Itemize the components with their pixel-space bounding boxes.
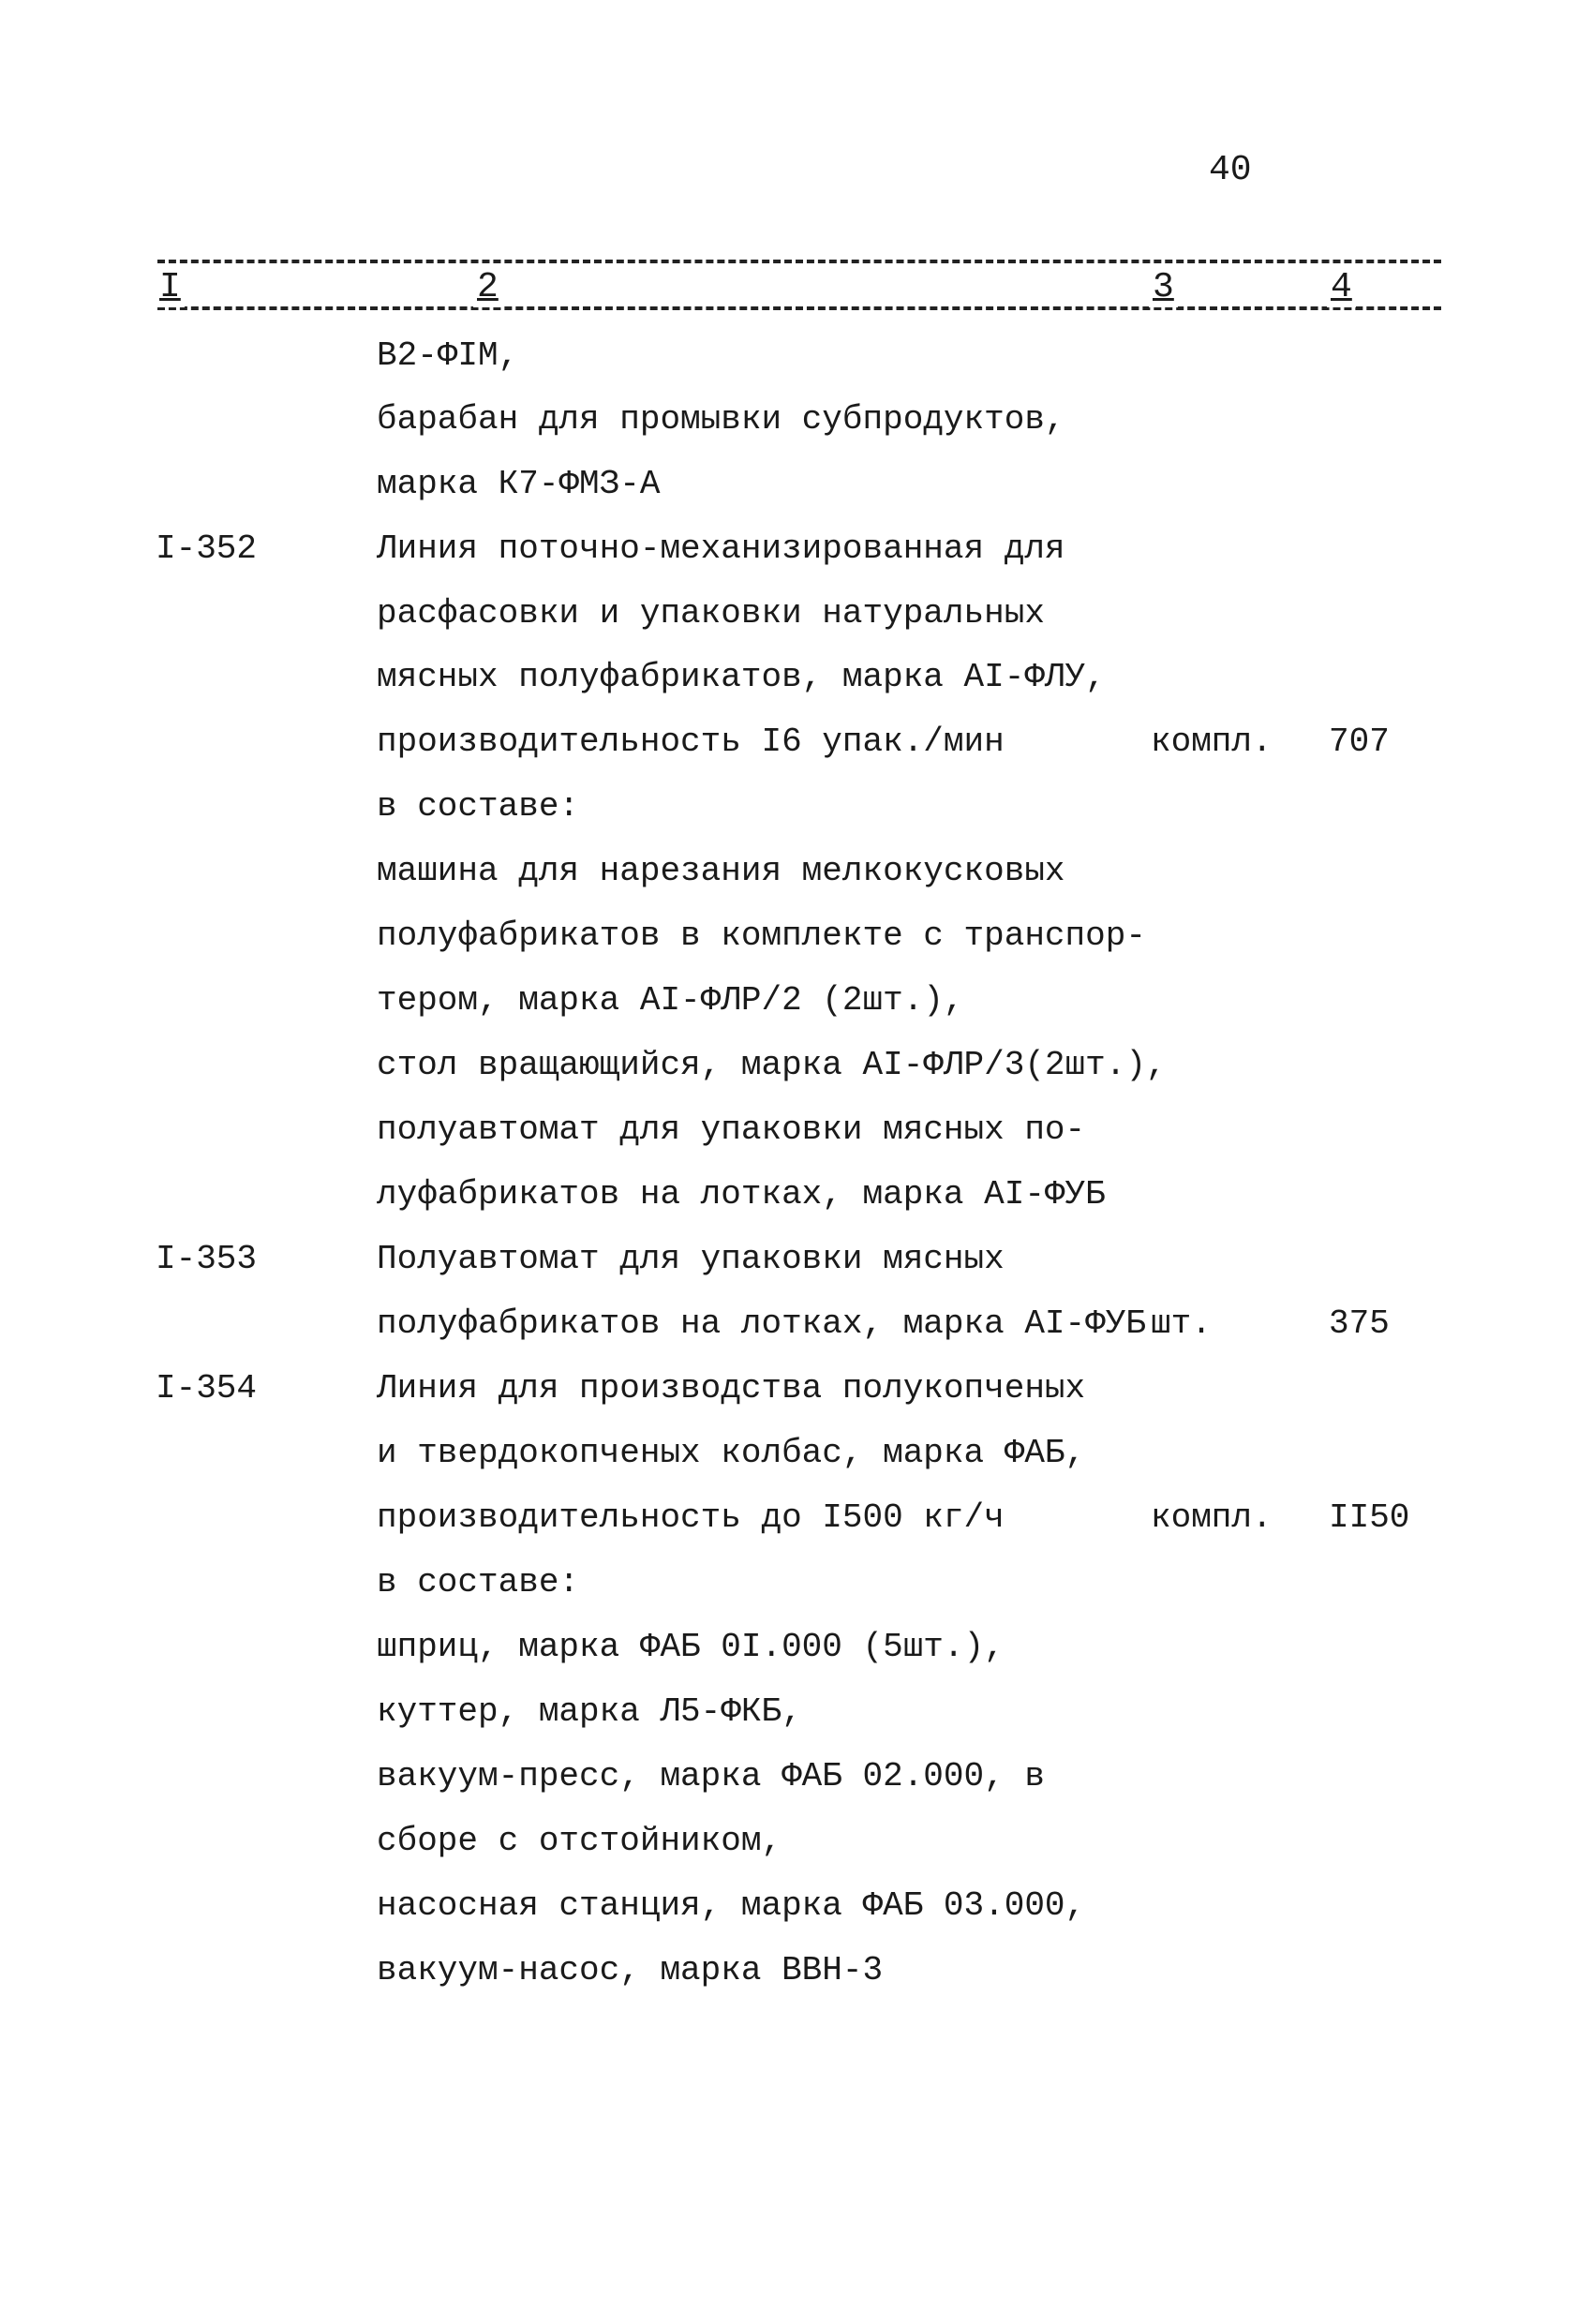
entry-text-line: Линия для производства полукопченых — [377, 1369, 1086, 1408]
entry-text-line: в составе: — [377, 1563, 580, 1601]
entry-text-line: в составе: — [377, 787, 580, 826]
entry-unit: компл. — [1151, 1498, 1273, 1537]
entry-text-line: мясных полуфабрикатов, марка АI-ФЛУ, — [377, 658, 1106, 696]
entry-text-line: производительность I6 упак./мин — [377, 723, 1005, 761]
column-header-1: I — [156, 267, 185, 307]
entry-text-line: производительность до I500 кг/ч — [377, 1498, 1005, 1537]
entry-text-line: луфабрикатов на лотках, марка АI-ФУБ — [377, 1175, 1106, 1214]
entry-code: I-354 — [156, 1369, 258, 1408]
entry-text-line: машина для нарезания мелкокусковых — [377, 852, 1065, 890]
entry-unit: шт. — [1151, 1304, 1212, 1343]
page-number: 40 — [1209, 150, 1252, 190]
entry-text-line: расфасовки и упаковки натуральных — [377, 594, 1045, 633]
entry-text-line: барабан для промывки субпродуктов, — [377, 400, 1065, 439]
entry-text-line: полуавтомат для упаковки мясных по- — [377, 1110, 1086, 1149]
column-header-4: 4 — [1327, 267, 1356, 307]
table-header-top-rule — [157, 260, 1441, 263]
entry-text-line: и твердокопченых колбас, марка ФАБ, — [377, 1434, 1086, 1472]
column-header-3: 3 — [1149, 267, 1178, 307]
entry-text-line: вакуум-насос, марка ВВН-3 — [377, 1951, 884, 1989]
entry-unit: компл. — [1151, 723, 1273, 761]
entry-text-line: насосная станция, марка ФАБ 03.000, — [377, 1886, 1086, 1925]
column-header-2: 2 — [473, 267, 502, 307]
entry-text-line: полуфабрикатов на лотках, марка АI-ФУБ — [377, 1304, 1146, 1343]
entry-text-line: сборе с отстойником, — [377, 1822, 782, 1860]
entry-text-line: полуфабрикатов в комплекте с транспор- — [377, 916, 1146, 955]
entry-text-line: Полуавтомат для упаковки мясных — [377, 1240, 1005, 1278]
entry-code: I-352 — [156, 529, 258, 568]
entry-text-line: марка К7-ФМЗ-А — [377, 465, 661, 503]
entry-text-line: вакуум-пресс, марка ФАБ 02.000, в — [377, 1757, 1045, 1795]
entry-price: 375 — [1329, 1304, 1390, 1343]
entry-text-line: В2-ФIМ, — [377, 336, 519, 375]
entry-price: 707 — [1329, 723, 1390, 761]
entry-text-line: стол вращающийся, марка АI-ФЛР/3(2шт.), — [377, 1046, 1167, 1084]
entry-code: I-353 — [156, 1240, 258, 1278]
entry-text-line: тером, марка АI-ФЛР/2 (2шт.), — [377, 981, 964, 1020]
table-header-bottom-rule — [157, 306, 1441, 310]
entry-text-line: куттер, марка Л5-ФКБ, — [377, 1692, 802, 1731]
entry-text-line: шприц, марка ФАБ 0I.000 (5шт.), — [377, 1628, 1005, 1666]
entry-text-line: Линия поточно-механизированная для — [377, 529, 1065, 568]
entry-price: II50 — [1329, 1498, 1410, 1537]
